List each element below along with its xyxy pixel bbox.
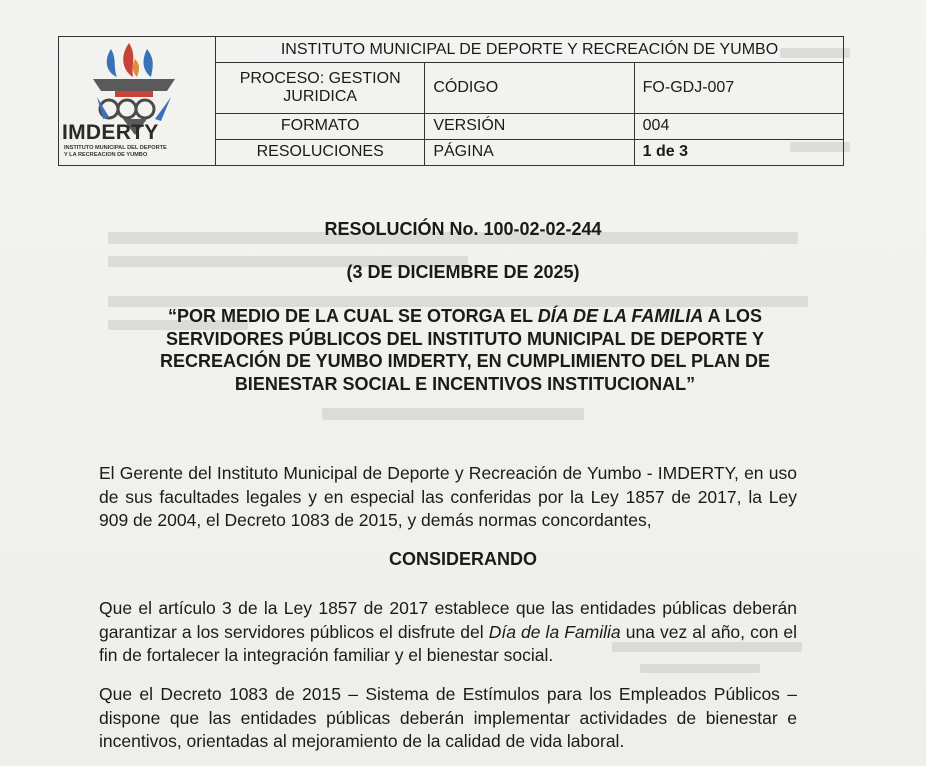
considerando-heading: CONSIDERANDO	[388, 549, 537, 569]
subject-part2: A LOS SERVIDORES PÚBLICOS DEL INSTITUTO MUNICIPAL DE DEPORTE Y RECREACIÓN DE YUMBO IMDERTY, EN CUMPLIMIENTO DEL PLAN DE BIENESTAR SOCIAL E INCENTIVOS INSTITUCIONAL”	[159, 306, 771, 394]
version-label: VERSIÓN	[425, 113, 634, 139]
code-value: FO-GDJ-007	[634, 63, 843, 114]
resolution-date: (3 DE DICIEMBRE DE 2025)	[346, 262, 580, 282]
logo-subtitle-line2: Y LA RECREACION DE YUMBO	[64, 152, 148, 158]
logo-cell	[59, 37, 216, 166]
header-table	[58, 36, 844, 166]
p2-part1: Que el artículo 3 de la Ley 1857 de 2017 establece que las entidades públicas deberán garantizar a los servidores públicos el disfrute del	[99, 598, 797, 642]
subject-italic: DÍA DE LA FAMILIA	[537, 306, 704, 326]
institution-name: INSTITUTO MUNICIPAL DE DEPORTE Y RECREACIÓN DE YUMBO	[216, 37, 844, 63]
process-name: PROCESO: GESTION JURIDICA	[216, 63, 425, 114]
version-value: 004	[634, 113, 843, 139]
considerando-paragraph-2: Que el Decreto 1083 de 2015 – Sistema de Estímulos para los Empleados Públicos – dispone que las entidades públicas deberán implementar actividades de bienestar e incentivos, orientadas al mejoramiento de la calidad de vida laboral.	[99, 684, 797, 751]
page-label: PÁGINA	[425, 139, 634, 165]
logo-subtitle-line1: INSTITUTO MUNICIPAL DEL DEPORTE	[64, 145, 167, 151]
subject-part1: “POR MEDIO DE LA CUAL SE OTORGA EL	[167, 306, 538, 326]
document-type: RESOLUCIONES	[216, 139, 425, 165]
page-value: 1 de 3	[634, 139, 843, 165]
p2-italic: Día de la Familia	[488, 621, 621, 642]
code-label: CÓDIGO	[425, 63, 634, 114]
intro-paragraph: El Gerente del Instituto Municipal de Deporte y Recreación de Yumbo - IMDERTY, en uso de sus facultades legales y en especial las conferidas por la Ley 1857 de 2017, la Ley 909 de 2004, el Decreto 1083 de 2015, y demás normas concordantes,	[99, 463, 797, 530]
considerando-paragraph-1	[99, 597, 797, 668]
format-label: FORMATO	[216, 113, 425, 139]
resolution-number: RESOLUCIÓN No. 100-02-02-244	[324, 219, 602, 239]
resolution-subject	[120, 305, 810, 395]
logo-wordmark: IMDERTY	[62, 121, 159, 144]
p2-part2: una vez al año, con el fin de fortalecer la integración familiar y el bienestar social.	[99, 621, 797, 665]
